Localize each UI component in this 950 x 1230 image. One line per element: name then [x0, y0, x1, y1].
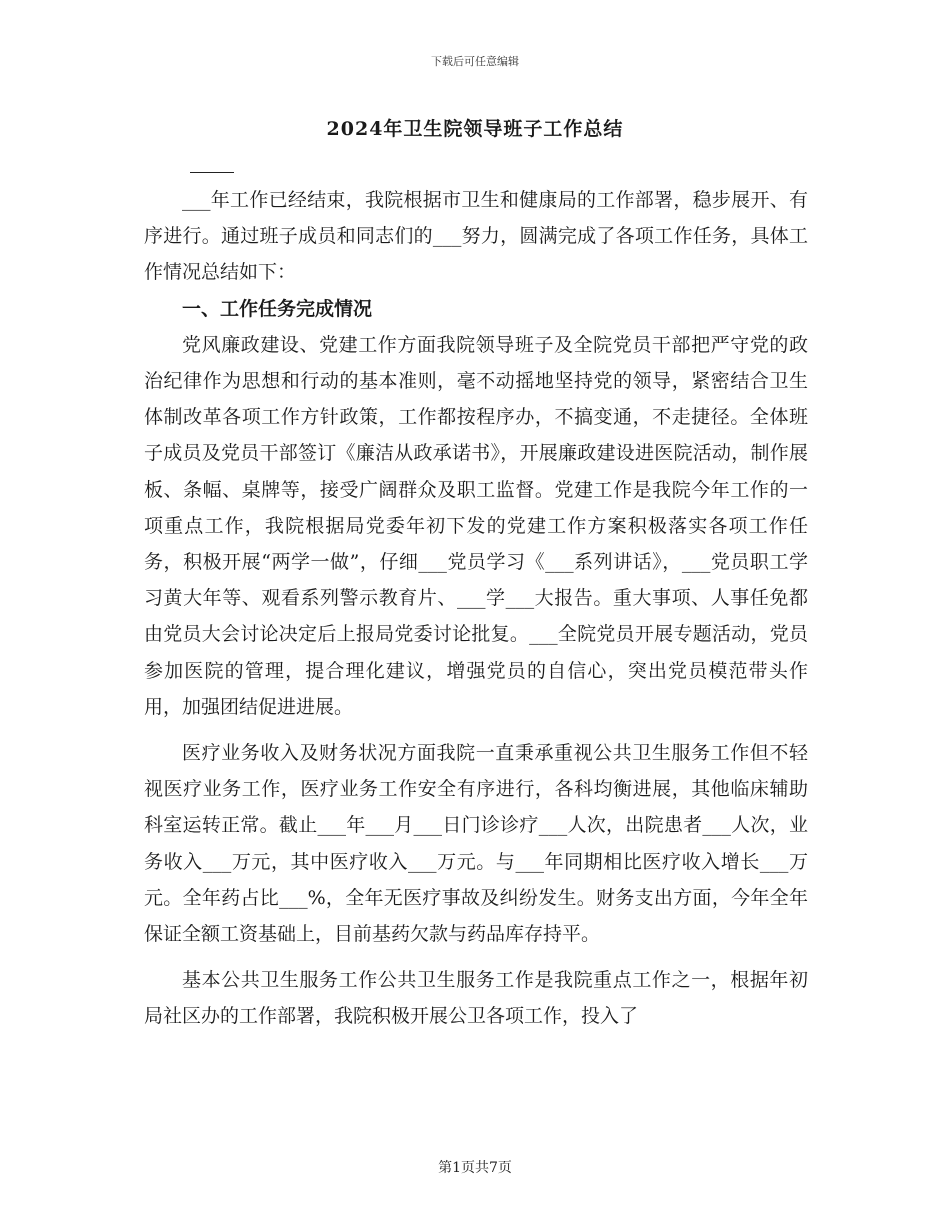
section-heading-1: 一、工作任务完成情况 [182, 297, 373, 320]
page-number-footer: 第1页共7页 [438, 1160, 512, 1176]
blank-fill-line [190, 172, 234, 173]
header-note: 下载后可任意编辑 [431, 55, 519, 68]
paragraph-public-health: 基本公共卫生服务工作公共卫生服务工作是我院重点工作之一，根据年初局社区办的工作部署，我院积极开展公卫各项工作，投入了 [144, 969, 808, 1028]
document-body [144, 182, 808, 1035]
document-title: 2024年卫生院领导班子工作总结 [326, 118, 624, 140]
paragraph-intro: ___年工作已经结束，我院根据市卫生和健康局的工作部署，稳步展开、有序进行。通过班子成员和同志们的___努力，圆满完成了各项工作任务，具体工作情况总结如下： [144, 189, 808, 284]
paragraph-medical-finance: 医疗业务收入及财务状况方面我院一直秉承重视公共卫生服务工作但不轻视医疗业务工作，医疗业务工作安全有序进行，各科均衡进展，其他临床辅助科室运转正常。截止___年___月___日门诊诊疗___人次，出院患者___人次，业务收入___万元，其中医疗收入___万元。与___年同期相比医疗收入增长___万元。全年药占比___%，全年无医疗事故及纠纷发生。财务支出方面，今年全年保证全额工资基础上，目前基药欠款与药品库存持平。 [144, 742, 808, 946]
paragraph-party-building: 党风廉政建设、党建工作方面我院领导班子及全院党员干部把严守党的政治纪律作为思想和行动的基本准则，毫不动摇地坚持党的领导，紧密结合卫生体制改革各项工作方针政策，工作都按程序办，不搞变通，不走捷径。全体班子成员及党员干部签订《廉洁从政承诺书》，开展廉政建设进医院活动，制作展板、条幅、桌牌等，接受广阔群众及职工监督。党建工作是我院今年工作的一项重点工作，我院根据局党委年初下发的党建工作方案积极落实各项工作任务，积极开展“两学一做”，仔细___党员学习《___系列讲话》，___党员职工学习黄大年等、观看系列警示教育片、___学___大报告。重大事项、人事任免都由党员大会讨论决定后上报局党委讨论批复。___全院党员开展专题活动，党员参加医院的管理，提合理化建议，增强党员的自信心，突出党员模范带头作用，加强团结促进进展。 [144, 333, 808, 718]
